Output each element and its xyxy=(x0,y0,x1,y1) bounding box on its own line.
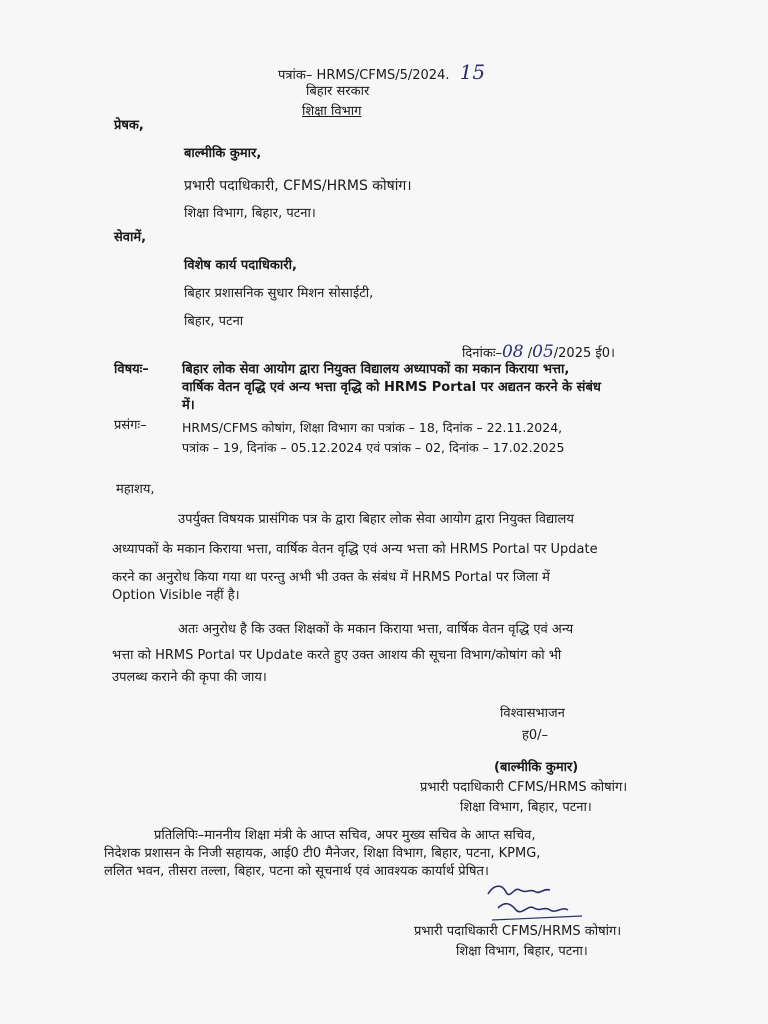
body-p2-line-3: उपलब्ध कराने की कृपा की जाय। xyxy=(112,670,267,685)
copy-line-1: प्रतिलिपिः–माननीय शिक्षा मंत्री के आप्त सचिव, अपर मुख्य सचिव के आप्त सचिव, xyxy=(154,828,536,843)
sender-label: प्रेषक, xyxy=(114,118,144,133)
subject-line-3: में। xyxy=(182,398,195,413)
recipient-office: बिहार प्रशासनिक सुधार मिशन सोसाईटी, xyxy=(184,286,374,301)
letter-number xyxy=(278,60,486,84)
date-day: 08 xyxy=(501,342,524,362)
closing-sd: ह0/– xyxy=(522,728,549,743)
footer-office: शिक्षा विभाग, बिहार, पटना। xyxy=(456,944,588,959)
closing-office: शिक्षा विभाग, बिहार, पटना। xyxy=(460,800,592,815)
sender-name: बाल्मीकि कुमार, xyxy=(184,146,262,161)
date-line: दिनांकः–08 /05/2025 ई0। xyxy=(462,342,615,362)
govt-name: बिहार सरकार xyxy=(306,84,370,99)
closing-designation: प्रभारी पदाधिकारी CFMS/HRMS कोषांग। xyxy=(420,780,628,795)
copy-line-3: ललित भवन, तीसरा तल्ला, बिहार, पटना को सूचनार्थ एवं आवश्यक कार्यार्थ प्रेषित। xyxy=(104,864,489,879)
closing-yours: विश्वासभाजन xyxy=(500,706,565,721)
sender-office: शिक्षा विभाग, बिहार, पटना। xyxy=(184,206,316,221)
subject-label: विषयः– xyxy=(114,362,149,377)
subject-line-2: वार्षिक वेतन वृद्धि एवं अन्य भत्ता वृद्धि को HRMS Portal पर अद्यतन करने के संबंध xyxy=(182,380,601,395)
body-p2-line-2: भत्ता को HRMS Portal पर Update करते हुए उक्त आशय की सूचना विभाग/कोषांग को भी xyxy=(112,648,562,663)
salutation: महाशय, xyxy=(116,482,155,497)
recipient-place: बिहार, पटना xyxy=(184,314,244,329)
body-p1-line-3: करने का अनुरोध किया गया था परन्तु अभी भी उक्त के संबंध में HRMS Portal पर जिला में xyxy=(112,570,550,585)
sender-designation: प्रभारी पदाधिकारी, CFMS/HRMS कोषांग। xyxy=(184,178,412,194)
body-p1-line-1: उपर्युक्त विषयक प्रासंगिक पत्र के द्वारा बिहार लोक सेवा आयोग द्वारा नियुक्त विद्यालय xyxy=(178,512,574,527)
reference-label: प्रसंगः– xyxy=(114,418,147,433)
subject-line-1: बिहार लोक सेवा आयोग द्वारा नियुक्त विद्यालय अध्यापकों का मकान किराया भत्ता, xyxy=(182,362,570,377)
date-suffix: /2025 ई0। xyxy=(553,346,615,361)
reference-line-2: पत्रांक – 19, दिनांक – 05.12.2024 एवं पत्रांक – 02, दिनांक – 17.02.2025 xyxy=(182,440,565,455)
body-p1-line-2: अध्यापकों के मकान किराया भत्ता, वार्षिक वेतन वृद्धि एवं अन्य भत्ता को HRMS Portal पर Update xyxy=(112,542,598,557)
recipient-label: सेवामें, xyxy=(114,230,147,245)
handwritten-number: 15 xyxy=(459,60,486,84)
body-p2-line-1: अतः अनुरोध है कि उक्त शिक्षकों के मकान किराया भत्ता, वार्षिक वेतन वृद्धि एवं अन्य xyxy=(178,622,574,637)
letter-number-text: पत्रांक– HRMS/CFMS/5/2024. xyxy=(278,68,450,83)
recipient-name: विशेष कार्य पदाधिकारी, xyxy=(184,258,297,273)
reference-line-1: HRMS/CFMS कोषांग, शिक्षा विभाग का पत्रांक – 18, दिनांक – 22.11.2024, xyxy=(182,420,563,435)
footer-designation: प्रभारी पदाधिकारी CFMS/HRMS कोषांग। xyxy=(414,924,622,939)
date-month: 05 xyxy=(532,342,554,362)
copy-line-2: निदेशक प्रशासन के निजी सहायक, आई0 टी0 मैनेजर, शिक्षा विभाग, बिहार, पटना, KPMG, xyxy=(104,846,541,861)
body-p1-line-4: Option Visible नहीं है। xyxy=(112,588,240,603)
signature-scribble xyxy=(484,880,594,928)
closing-name: (बाल्मीकि कुमार) xyxy=(494,760,579,775)
dept-name: शिक्षा विभाग xyxy=(302,104,362,119)
date-prefix: दिनांकः– xyxy=(462,346,502,361)
